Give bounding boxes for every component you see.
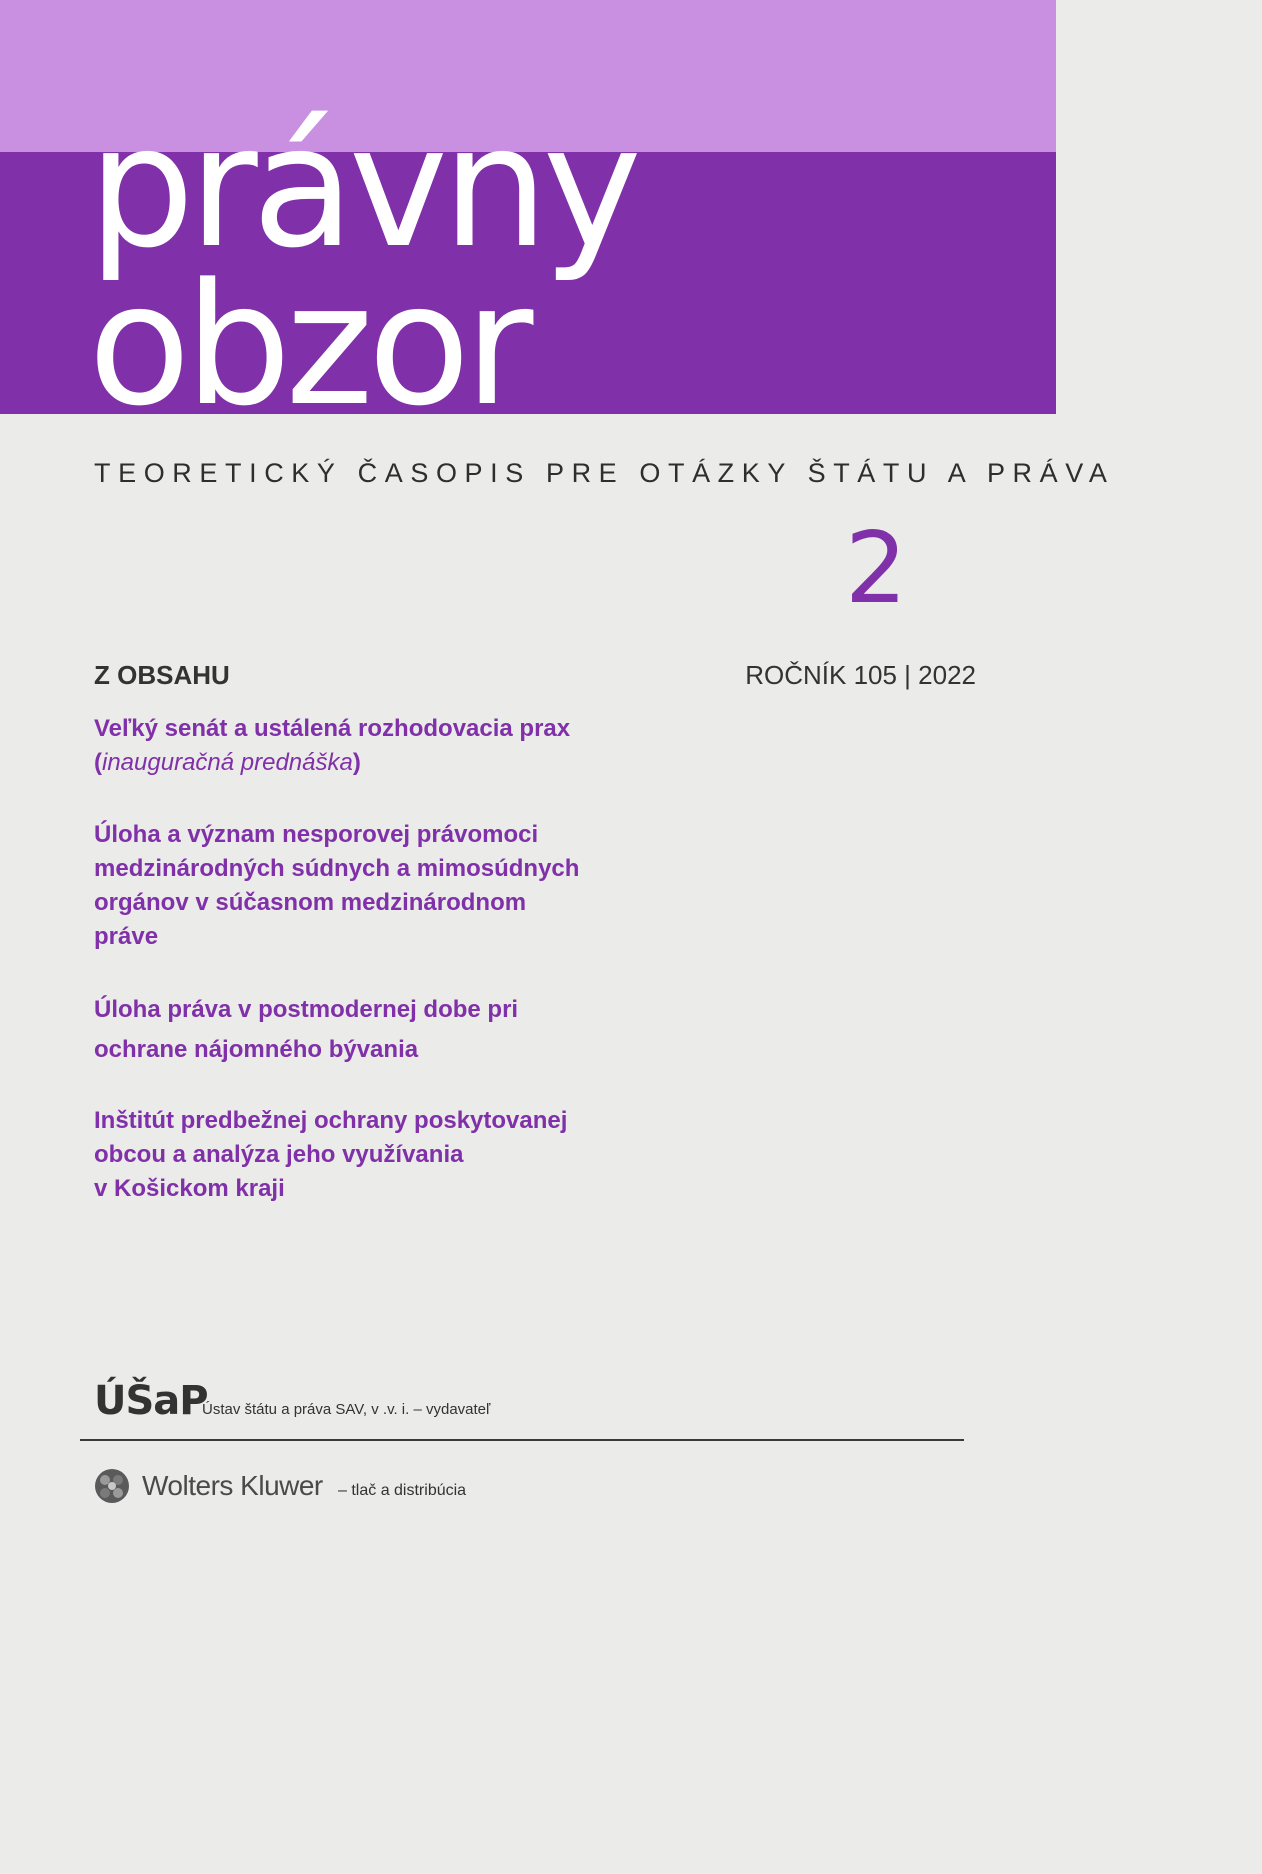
article-2-line-1: Úloha a význam nesporovej právomoci (94, 821, 539, 848)
journal-title (88, 89, 636, 443)
article-3 (94, 990, 518, 1070)
wolters-kluwer-logo-icon (92, 1466, 136, 1510)
article-1-note-close: ) (352, 749, 361, 776)
contents-heading: Z OBSAHU (94, 660, 230, 690)
footer-divider (80, 1439, 964, 1441)
article-1-note (94, 746, 570, 780)
article-2-line-4: práve (94, 923, 159, 950)
article-4-line-2: obcou a analýza jeho využívania (94, 1141, 464, 1168)
journal-title-line-1: právny (88, 89, 636, 285)
article-4-line-1: Inštitút predbežnej ochrany poskytovanej (94, 1107, 568, 1134)
article-4 (94, 1104, 567, 1206)
article-1-note-open: ( (94, 749, 102, 776)
journal-title-line-2: obzor (88, 247, 528, 443)
article-1-note-text: inauguračná prednáška (102, 749, 353, 776)
article-2-line-2: medzinárodných súdnych a mimosúdnych (94, 855, 580, 882)
journal-subtitle: TEORETICKÝ ČASOPIS PRE OTÁZKY ŠTÁTU A PRÁVA (94, 458, 1115, 488)
article-1 (94, 712, 570, 780)
article-4-line-3: v Košickom kraji (94, 1175, 285, 1202)
distributor-name: Wolters Kluwer (142, 1470, 323, 1501)
article-1-line-1: Veľký senát a ustálená rozhodovacia prax (94, 715, 571, 742)
article-2-line-3: orgánov v súčasnom medzinárodnom (94, 889, 527, 916)
article-2 (94, 818, 579, 954)
article-3-line-1: Úloha práva v postmodernej dobe pri (94, 996, 519, 1023)
issue-number: 2 (844, 512, 908, 626)
distributor-role: – tlač a distribúcia (338, 1482, 467, 1499)
article-3-line-2: ochrane nájomného bývania (94, 1036, 419, 1063)
volume-year: ROČNÍK 105 | 2022 (745, 660, 976, 690)
publisher-logo: ÚŠaP (94, 1378, 208, 1424)
publisher-text: Ústav štátu a práva SAV, v .v. i. – vydavateľ (202, 1401, 491, 1418)
